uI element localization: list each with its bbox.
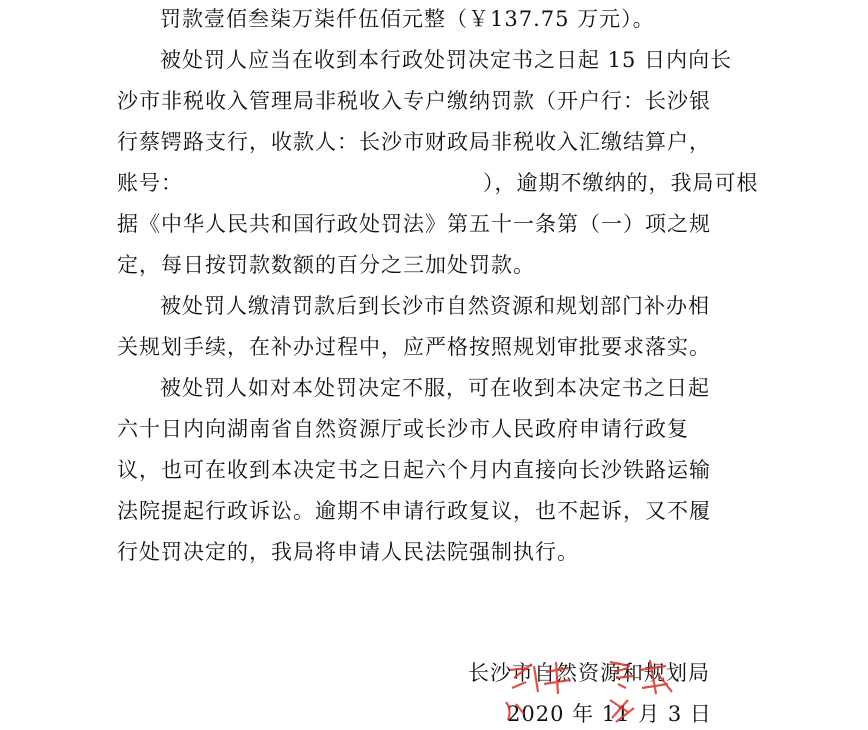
text-line-7: 定，每日按罚款数额的百分之三加处罚款。 (117, 253, 535, 277)
text-line-8: 被处罚人缴清罚款后到长沙市自然资源和规划部门补办相 (160, 294, 710, 318)
text-line-5 (117, 170, 759, 196)
account-label: 账号： (117, 171, 183, 195)
text-line-11: 六十日内向湖南省自然资源厅或长沙市人民政府申请行政复 (117, 417, 689, 441)
text-line-6: 据《中华人民共和国行政处罚法》第五十一条第（一）项之规 (117, 212, 711, 236)
signature-organization: 长沙市自然资源和规划局 (468, 661, 710, 685)
text-line-1: 罚款壹佰叁柒万柒仟伍佰元整（￥137.75 万元）。 (160, 7, 655, 31)
text-line-3: 沙市非税收入管理局非税收入专户缴纳罚款（开户行：长沙银 (117, 89, 711, 113)
text-line-14: 行处罚决定的，我局将申请人民法院强制执行。 (117, 540, 579, 564)
signature-date: 2020 年 11 月 3 日 (507, 702, 712, 726)
account-line-tail: ），逾期不缴纳的，我局可根 (483, 171, 759, 195)
text-line-13: 法院提起行政诉讼。逾期不申请行政复议，也不起诉，又不履 (117, 499, 711, 523)
text-line-9: 关规划手续，在补办过程中，应严格按照规划审批要求落实。 (117, 335, 711, 359)
text-line-4: 行蔡锷路支行，收款人：长沙市财政局非税收入汇缴结算户， (117, 130, 711, 154)
text-line-2: 被处罚人应当在收到本行政处罚决定书之日起 15 日内向长 (160, 48, 733, 72)
text-line-10: 被处罚人如对本处罚决定不服，可在收到本决定书之日起 (160, 376, 710, 400)
text-line-12: 议，也可在收到本决定书之日起六个月内直接向长沙铁路运输 (117, 458, 711, 482)
